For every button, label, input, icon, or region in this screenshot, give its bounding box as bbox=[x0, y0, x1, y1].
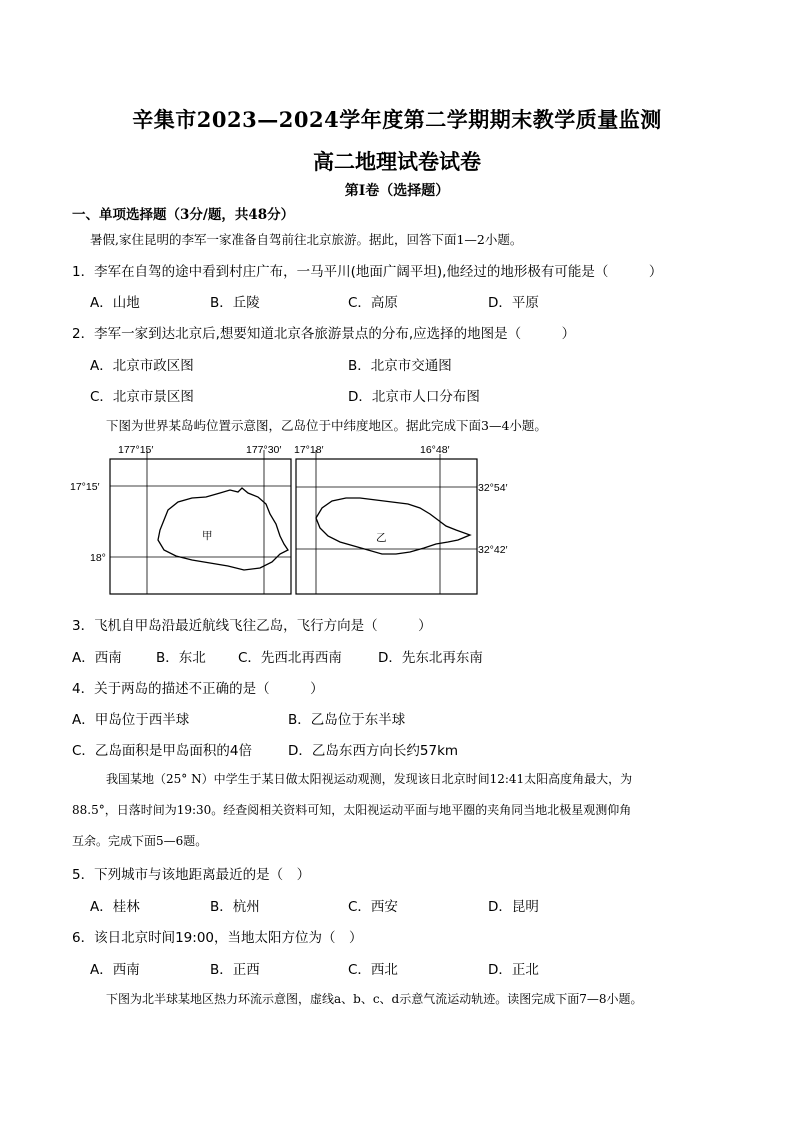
q4-option-c: C．乙岛面积是甲岛面积的4倍 bbox=[72, 743, 253, 759]
question-3: 3．飞机自甲岛沿最近航线飞往乙岛，飞行方向是（ ） bbox=[72, 618, 432, 634]
intro-paragraph-3-line-2: 88.5°，日落时间为19:30。经查阅相关资料可知，太阳视运动平面与地平圈的夹角同当地北极星观测仰角 bbox=[72, 803, 632, 817]
question-5: 5．下列城市与该地距离最近的是（ ） bbox=[72, 867, 311, 883]
island-yi-outline bbox=[316, 498, 470, 554]
right-lon-label-1: 17°18′ bbox=[294, 444, 324, 456]
q4-option-b: B．乙岛位于东半球 bbox=[288, 712, 406, 728]
question-2: 2．李军一家到达北京后,想要知道北京各旅游景点的分布,应选择的地图是（ ） bbox=[72, 326, 576, 342]
exam-subtitle: 高二地理试卷试卷 bbox=[313, 149, 481, 174]
right-lon-label-2: 16°48′ bbox=[420, 444, 450, 456]
island-yi-label: 乙 bbox=[376, 532, 387, 544]
q6-option-a: A．西南 bbox=[90, 962, 140, 978]
q1-option-b: B．丘陵 bbox=[210, 295, 260, 311]
q5-option-b: B．杭州 bbox=[210, 899, 260, 915]
q1-option-d: D．平原 bbox=[488, 295, 539, 311]
left-lat-label-2: 18° bbox=[90, 552, 106, 564]
island-map-svg bbox=[60, 440, 508, 600]
q2-option-b: B．北京市交通图 bbox=[348, 358, 452, 374]
right-lat-label-1: 32°54′ bbox=[478, 482, 508, 494]
q5-option-d: D．昆明 bbox=[488, 899, 539, 915]
q1-option-a: A．山地 bbox=[90, 295, 140, 311]
intro-paragraph-3-line-3: 互余。完成下面5—6题。 bbox=[72, 834, 208, 848]
question-4: 4．关于两岛的描述不正确的是（ ） bbox=[72, 681, 324, 697]
question-1: 1．李军在自驾的途中看到村庄广布，一马平川(地面广阔平坦),他经过的地形极有可能是（ ） bbox=[72, 264, 663, 280]
part-heading: 第Ⅰ卷（选择题） bbox=[344, 183, 450, 199]
intro-paragraph-4: 下图为北半球某地区热力环流示意图，虚线a、b、c、d示意气流运动轨迹。读图完成下面7—8小题。 bbox=[106, 992, 643, 1006]
q2-option-a: A．北京市政区图 bbox=[90, 358, 194, 374]
right-lat-label-2: 32°42′ bbox=[478, 544, 508, 556]
q3-option-a: A．西南 bbox=[72, 650, 122, 666]
left-lon-label-2: 177°30′ bbox=[246, 444, 282, 456]
exam-title: 辛集市2023—2024学年度第二学期期末教学质量监测 bbox=[132, 107, 662, 132]
q2-option-d: D．北京市人口分布图 bbox=[348, 389, 480, 405]
q6-option-b: B．正西 bbox=[210, 962, 260, 978]
q6-option-c: C．西北 bbox=[348, 962, 398, 978]
q4-option-a: A．甲岛位于西半球 bbox=[72, 712, 190, 728]
intro-paragraph-3-line-1: 我国某地（25° N）中学生于某日做太阳视运动观测，发现该日北京时间12:41太阳高度角最大，为 bbox=[106, 772, 633, 786]
island-location-map bbox=[60, 440, 508, 600]
left-lat-label-1: 17°15′ bbox=[70, 481, 100, 493]
q6-option-d: D．正北 bbox=[488, 962, 539, 978]
question-6: 6．该日北京时间19:00，当地太阳方位为（ ） bbox=[72, 930, 363, 946]
q2-option-c: C．北京市景区图 bbox=[90, 389, 194, 405]
intro-paragraph-1: 暑假,家住昆明的李军一家准备自驾前往北京旅游。据此，回答下面1—2小题。 bbox=[90, 232, 523, 247]
q4-option-d: D．乙岛东西方向长约57km bbox=[288, 743, 459, 759]
q3-option-b: B．东北 bbox=[156, 650, 206, 666]
left-lon-label-1: 177°15′ bbox=[118, 444, 154, 456]
q5-option-a: A．桂林 bbox=[90, 899, 140, 915]
intro-paragraph-2: 下图为世界某岛屿位置示意图，乙岛位于中纬度地区。据此完成下面3—4小题。 bbox=[106, 418, 547, 433]
section-heading: 一、单项选择题（3分/题，共48分） bbox=[72, 207, 295, 223]
right-map-frame bbox=[296, 459, 477, 594]
q3-option-d: D．先东北再东南 bbox=[378, 650, 483, 666]
q5-option-c: C．西安 bbox=[348, 899, 398, 915]
q3-option-c: C．先西北再西南 bbox=[238, 650, 342, 666]
island-jia-label: 甲 bbox=[202, 530, 213, 542]
island-jia-outline bbox=[158, 488, 288, 570]
q1-option-c: C．高原 bbox=[348, 295, 398, 311]
